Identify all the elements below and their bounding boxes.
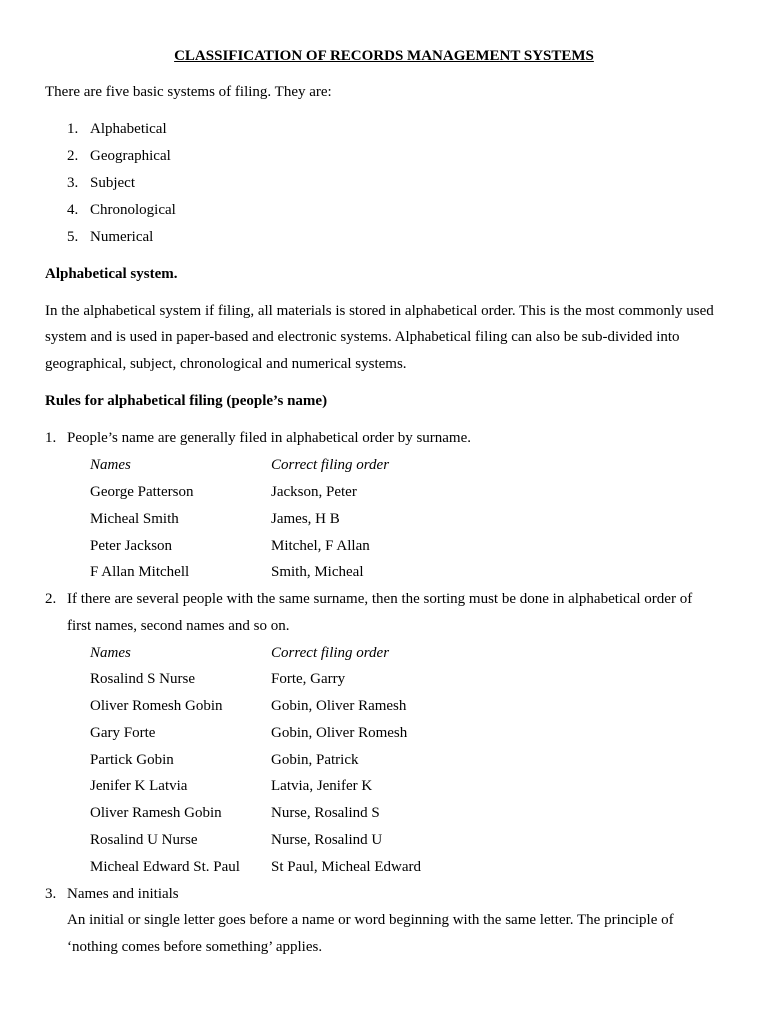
rule-paragraph-line: ‘nothing comes before something’ applies. xyxy=(67,939,323,955)
alphabetical-heading: Alphabetical system. xyxy=(45,266,178,282)
list-label: Chronological xyxy=(90,202,176,218)
list-number: 5. xyxy=(67,229,79,245)
paragraph-line: system and is used in paper-based and electronic systems. Alphabetical filing can also be sub-divided into xyxy=(45,329,680,345)
name-cell: Oliver Ramesh Gobin xyxy=(90,805,222,821)
rule-number: 3. xyxy=(45,886,57,902)
name-cell: Jenifer K Latvia xyxy=(90,778,188,794)
name-cell: Micheal Smith xyxy=(90,511,179,527)
order-cell: St Paul, Micheal Edward xyxy=(271,859,421,875)
name-cell: Partick Gobin xyxy=(90,752,174,768)
order-cell: Smith, Micheal xyxy=(271,564,364,580)
list-number: 1. xyxy=(67,121,79,137)
rule-number: 2. xyxy=(45,591,57,607)
name-cell: Rosalind U Nurse xyxy=(90,832,198,848)
name-cell: Gary Forte xyxy=(90,725,156,741)
intro-text: There are five basic systems of filing. They are: xyxy=(45,84,332,100)
order-cell: James, H B xyxy=(271,511,340,527)
list-number: 3. xyxy=(67,175,79,191)
order-cell: Gobin, Patrick xyxy=(271,752,359,768)
rules-heading: Rules for alphabetical filing (people’s name) xyxy=(45,393,328,409)
name-cell: George Patterson xyxy=(90,484,194,500)
order-cell: Jackson, Peter xyxy=(271,484,357,500)
rule-text: If there are several people with the same surname, then the sorting must be done in alphabetical order of xyxy=(67,591,693,607)
rule-text: People’s name are generally filed in alphabetical order by surname. xyxy=(67,430,472,446)
list-number: 2. xyxy=(67,148,79,164)
order-cell: Latvia, Jenifer K xyxy=(271,778,373,794)
filing-order-header: Correct filing order xyxy=(271,457,390,473)
list-label: Numerical xyxy=(90,229,154,245)
list-label: Alphabetical xyxy=(90,121,167,137)
rule-number: 1. xyxy=(45,430,57,446)
name-cell: Rosalind S Nurse xyxy=(90,671,195,687)
rule-text: Names and initials xyxy=(67,886,179,902)
name-cell: F Allan Mitchell xyxy=(90,564,190,580)
name-cell: Oliver Romesh Gobin xyxy=(90,698,223,714)
name-cell: Micheal Edward St. Paul xyxy=(90,859,240,875)
document-title: CLASSIFICATION OF RECORDS MANAGEMENT SYSTEMS xyxy=(174,48,594,64)
list-number: 4. xyxy=(67,202,79,218)
name-cell: Peter Jackson xyxy=(90,538,173,554)
order-cell: Gobin, Oliver Ramesh xyxy=(271,698,407,714)
rule-paragraph-line: An initial or single letter goes before a name or word beginning with the same letter. The principle of xyxy=(67,912,674,928)
filing-order-header: Correct filing order xyxy=(271,645,390,661)
order-cell: Nurse, Rosalind U xyxy=(271,832,383,848)
order-cell: Gobin, Oliver Romesh xyxy=(271,725,408,741)
rule-text: first names, second names and so on. xyxy=(67,618,290,634)
paragraph-line: geographical, subject, chronological and numerical systems. xyxy=(45,356,407,372)
order-cell: Mitchel, F Allan xyxy=(271,538,370,554)
names-header: Names xyxy=(90,457,131,473)
names-header: Names xyxy=(90,645,131,661)
list-label: Geographical xyxy=(90,148,171,164)
order-cell: Forte, Garry xyxy=(271,671,346,687)
list-label: Subject xyxy=(90,175,135,191)
paragraph-line: In the alphabetical system if filing, all materials is stored in alphabetical order. This is the most commonly used xyxy=(45,303,714,319)
order-cell: Nurse, Rosalind S xyxy=(271,805,380,821)
